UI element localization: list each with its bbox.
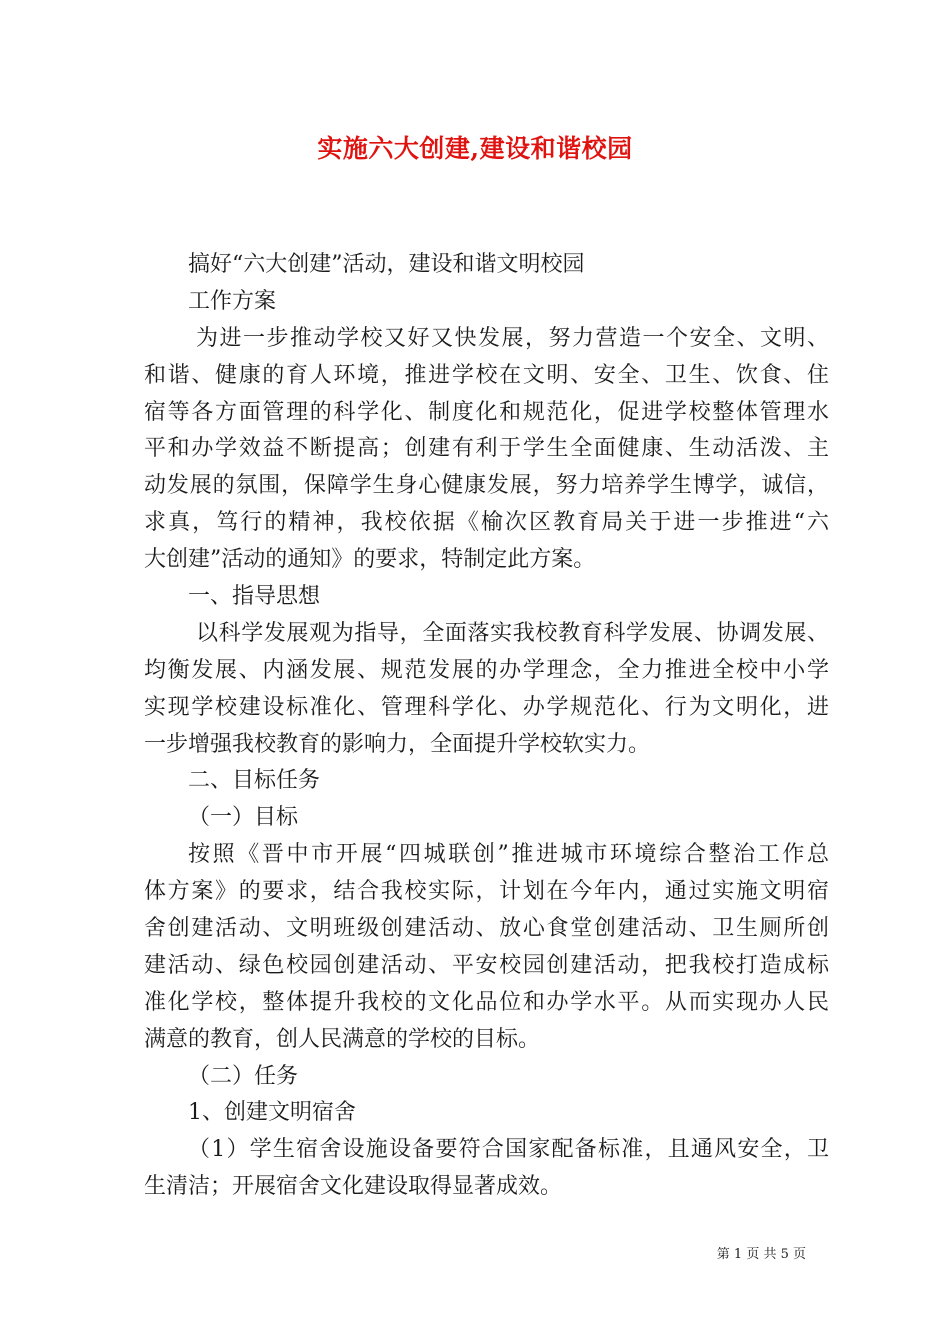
paragraph-line: 以科学发展观为指导，全面落实我校教育科学发展、协调发展、 [196,620,829,646]
paragraph-line: 大创建”活动的通知》的要求，特制定此方案。 [144,547,596,573]
paragraph-line: 实现学校建设标准化、管理科学化、办学规范化、行为文明化，进 [144,694,829,720]
section-heading: 一、指导思想 [188,584,321,610]
page-number: 第 1 页 共 5 页 [716,1247,806,1262]
subtitle-line: 搞好“六大创建”活动，建设和谐文明校园 [188,252,585,277]
paragraph-line: 建活动、绿色校园创建活动、平安校园创建活动，把我校打造成标 [144,952,829,978]
document-body [144,247,829,1206]
paragraph-line: 生清洁；开展宿舍文化建设取得显著成效。 [144,1174,563,1200]
subtitle-line: 工作方案 [188,288,277,314]
paragraph-line: 动发展的氛围，保障学生身心健康发展，努力培养学生博学，诚信， [144,473,829,499]
paragraph-line: 平和办学效益不断提高；创建有利于学生全面健康、生动活泼、主 [144,436,829,462]
subsection-heading: （一）目标 [188,805,299,831]
document-title: 实施六大创建,建设和谐校园 [317,134,633,163]
paragraph-line: 求真，笃行的精神，我校依据《榆次区教育局关于进一步推进“六 [144,510,829,536]
paragraph-line: （1）学生宿舍设施设备要符合国家配备标准，且通风安全，卫 [188,1137,829,1163]
paragraph-line: 按照《晋中市开展“四城联创”推进城市环境综合整治工作总 [188,842,829,868]
subsection-heading: （二）任务 [188,1063,299,1089]
paragraph-line: 为进一步推动学校又好又快发展，努力营造一个安全、文明、 [196,325,829,351]
paragraph-line: 均衡发展、内涵发展、规范发展的办学理念，全力推进全校中小学 [144,657,829,683]
paragraph-line: 和谐、健康的育人环境，推进学校在文明、安全、卫生、饮食、住 [144,362,829,388]
paragraph-line: 宿等各方面管理的科学化、制度化和规范化，促进学校整体管理水 [144,399,829,425]
paragraph-line: 舍创建活动、文明班级创建活动、放心食堂创建活动、卫生厕所创 [144,916,829,942]
paragraph-line: 满意的教育，创人民满意的学校的目标。 [144,1026,541,1052]
item-heading: 1、创建文明宿舍 [188,1100,356,1126]
section-heading: 二、目标任务 [188,768,321,794]
paragraph-line: 一步增强我校教育的影响力，全面提升学校软实力。 [144,731,651,757]
paragraph-line: 准化学校，整体提升我校的文化品位和办学水平。从而实现办人民 [144,989,829,1015]
paragraph-line: 体方案》的要求，结合我校实际，计划在今年内，通过实施文明宿 [144,879,829,905]
